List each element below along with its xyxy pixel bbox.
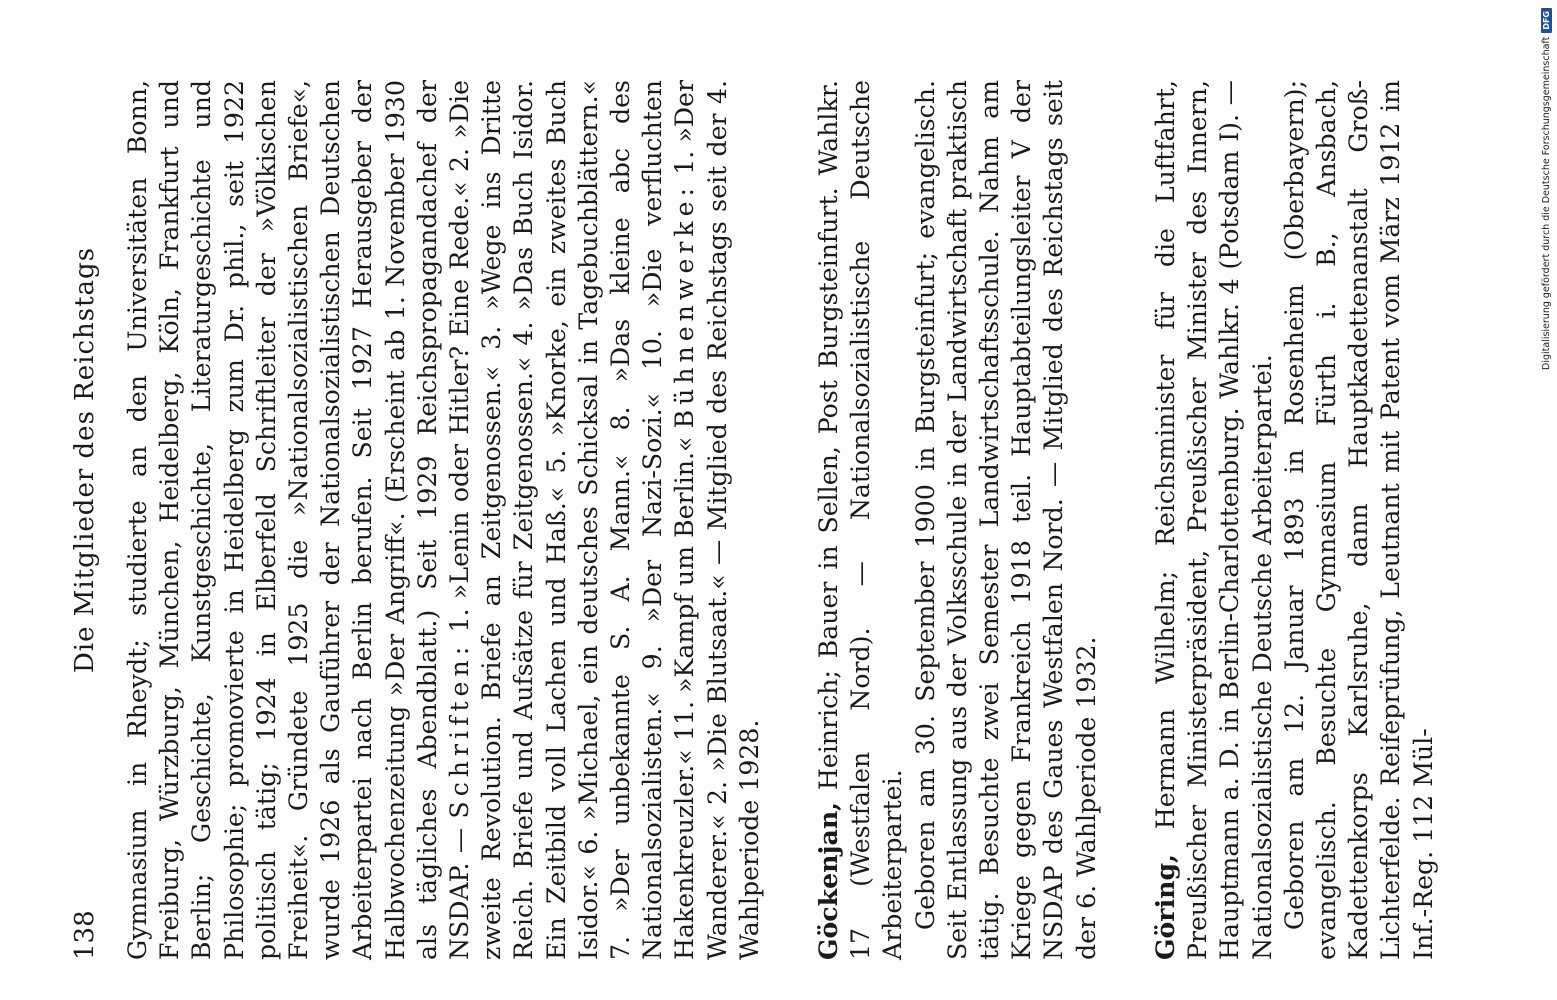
funding-note bbox=[1538, 8, 1554, 728]
entry-bio: Geboren am 12. Januar 1893 in Rosenheim (Oberbayern); evangelisch. Besuchte Gymnasium Fürth i. B., Ansbach, Kadettenkorps Karlsruhe, dann Hauptkadettenanstalt Groß-Lichterfelde. Reifeprüfung, Leutnant mit Patent vom März 1912 im Inf.-Reg. 112 Mül- bbox=[1279, 80, 1438, 960]
continuation-paragraph bbox=[122, 80, 766, 960]
entry-goering bbox=[1149, 80, 1440, 960]
stage-works-label: Bühnenwerke: bbox=[670, 182, 700, 429]
funding-note-text-wrap bbox=[1538, 8, 1554, 728]
continuation-text: Gymnasium in Rheydt; studierte an den Universitäten Bonn, Freiburg, Würzburg, München, Heidelberg, Köln, Frankfurt und Berlin; Geschichte, Kunstgeschichte, Literaturgeschichte und Philosophie; promovierte in Heidelberg zum Dr. phil., seit 1922 politisch tätig; 1924 in Elberfeld Schriftleiter der »Völkischen Freiheit«. Gründete 1925 die »Nationalsozialistischen Briefe«, wurde 1926 als Gauführer der Nationalsozialistischen Deutschen Arbeiterpartei nach Berlin berufen. Seit 1927 Herausgeber der Halbwochenzeitung »Der Angriff«. (Erscheint ab 1. November 1930 als tägliches Abendblatt.) Seit 1929 Reichspropagandachef der NSDAP. — bbox=[123, 80, 475, 960]
entry-name: Göckenjan, bbox=[813, 802, 844, 960]
writings-label: Schriften: bbox=[445, 641, 475, 819]
entry-intro bbox=[812, 80, 910, 960]
funding-note-text: Digitalisierung gefördert durch die Deutsche Forschungsgemeinschaft bbox=[1540, 36, 1552, 370]
running-head: Die Mitglieder des Reichstags bbox=[70, 246, 100, 674]
text-column bbox=[122, 80, 1440, 960]
page-content bbox=[70, 80, 1440, 960]
entry-intro-text: Hermann Wilhelm; Reichsminister für die Luftfahrt, Preußischer Ministerpräsident, Preußischer Minister des Innern, Hauptmann a. D. in Berlin-Charlottenburg. Wahlkr. 4 (Potsdam I). — Nationalsozialistische Deutsche Arbeiterpartei. bbox=[1150, 80, 1277, 960]
dfg-logo: DFG bbox=[1541, 8, 1552, 33]
entry-intro bbox=[1149, 80, 1279, 960]
page-number: 138 bbox=[70, 910, 100, 960]
writings-list: 1. »Lenin oder Hitler? Eine Rede.« 2. »Die zweite Revolution. Briefe an Zeitgenossen.« 3. »Wege ins Dritte Reich. Briefe und Aufsätze für Zeitgenossen.« 4. »Das Buch Isidor. Ein Zeitbild voll Lachen und Haß.« 5. »Knorke, ein zweites Buch Isidor.« 6. »Michael, ein deutsches Schicksal in Tagebuchblättern.« 7. »Der unbekannte S. A. Mann.« 8. »Das kleine abc des Nationalsozialisten.« 9. »Der Nazi-Sozi.« 10. »Die verfluchten Hakenkreuzler.« 11. »Kampf um Berlin.« bbox=[445, 80, 700, 960]
entry-bio: Geboren am 30. September 1900 in Burgsteinfurt; evangelisch. Seit Entlassung aus der Volksschule in der Landwirtschaft praktisch tätig. Besuchte zwei Semester Landwirtschaftsschule. Nahm am Kriege gegen Frankreich 1918 teil. Hauptabteilungsleiter V der NSDAP des Gaues Westfalen Nord. — Mitglied des Reichstags seit der 6. Wahlperiode 1932. bbox=[910, 80, 1101, 960]
rotated-page bbox=[0, 20, 1540, 1000]
stage-works-list: 1. »Der Wanderer.« 2. »Die Blutsaat.« — Mitglied des Reichstags seit der 4. Wahlperiode 1928. bbox=[670, 80, 764, 960]
entry-intro-text: Heinrich; Bauer in Sellen, Post Burgsteinfurt. Wahlkr. 17 (Westfalen Nord). — Nationalsozialistische Deutsche Arbeiterpartei. bbox=[814, 80, 908, 960]
entry-name: Göring, bbox=[1149, 854, 1180, 960]
page-header bbox=[70, 80, 122, 960]
entry-goeckenjan bbox=[812, 80, 1103, 960]
